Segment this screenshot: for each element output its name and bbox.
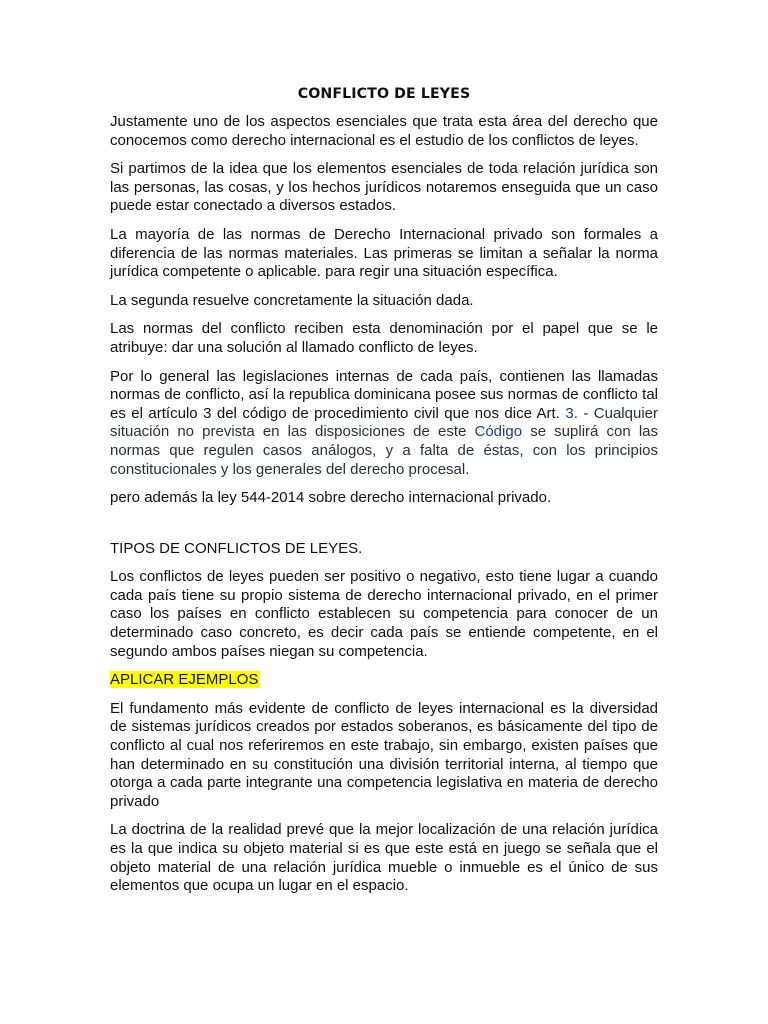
paragraph-intro: Justamente uno de los aspectos esenciales que trata esta área del derecho que conocemos como derecho internacional es el estudio de los conflictos de leyes.: [110, 113, 658, 149]
paragraph-foundation: El fundamento más evidente de conflicto de leyes internacional es la diversidad de sistemas jurídicos creados por estados soberanos, es básicamente del tipo de conflicto al cual nos referiremos en este trabajo, sin embargo, existen países que han determinado en su constitución una división territorial interna, al tiempo que otorga a cada parte integrante una competencia legislativa en materia de derecho privado: [110, 699, 658, 810]
paragraph-reality-doctrine: La doctrina de la realidad prevé que la mejor localización de una relación jurídica es la que indica su objeto material si es que este está en juego se señala que el objeto material de una relación jurídica mueble o inmueble es el único de sus elementos que ocupa un lugar en el espacio.: [110, 821, 658, 895]
paragraph-internal-legislation-text: Por lo general las legislaciones internas de cada país, contienen las llamadas normas de conflicto, así la republica dominicana posee sus normas de conflicto tal es el artículo 3 del código de procedimiento civil que nos dice Art.: [110, 367, 658, 422]
paragraph-internal-legislation: [110, 368, 658, 480]
paragraph-formal-norms: La mayoría de las normas de Derecho Internacional privado son formales a diferencia de las normas materiales. Las primeras se limitan a señalar la norma jurídica competente o aplicable. para regir una situación específica.: [110, 225, 658, 281]
paragraph-conflict-types: Los conflictos de leyes pueden ser positivo o negativo, esto tiene lugar a cuando cada país tiene su propio sistema de derecho internacional privado, en el primer caso los países en conflicto establecen su competencia para conocer de un determinado caso concreto, es decir cada país se entiende competente, en el segundo ambos países niegan su competencia.: [110, 568, 658, 660]
codigo-link[interactable]: Código: [474, 423, 523, 441]
paragraph-elements: Si partimos de la idea que los elementos esenciales de toda relación jurídica son las personas, las cosas, y los hechos jurídicos notaremos enseguida que un caso puede estar conectado a diversos estados.: [110, 160, 658, 215]
spacer: [110, 518, 658, 540]
section-title-types: TIPOS DE CONFLICTOS DE LEYES.: [110, 539, 363, 557]
paragraph-law-544: pero además la ley 544-2014 sobre derecho internacional privado.: [110, 489, 552, 507]
article-text: - Cualquier situación no prevista en las disposiciones de este: [110, 404, 658, 441]
article-text-continued: se suplirá con las normas que regulen casos análogos, y a falta de éstas, con los principios constitucionales y los generales del derecho procesal.: [110, 423, 659, 478]
highlight-line: [110, 671, 658, 690]
paragraph-second-norm: La segunda resuelve concretamente la situación dada.: [110, 291, 474, 309]
article-number-link[interactable]: 3.: [565, 404, 578, 422]
document-title: CONFLICTO DE LEYES: [297, 86, 471, 102]
paragraph-conflict-norms: Las normas del conflicto reciben esta denominación por el papel que se le atribuye: dar una solución al llamado conflicto de leyes.: [110, 320, 658, 356]
highlighted-note: APLICAR EJEMPLOS: [110, 671, 259, 689]
